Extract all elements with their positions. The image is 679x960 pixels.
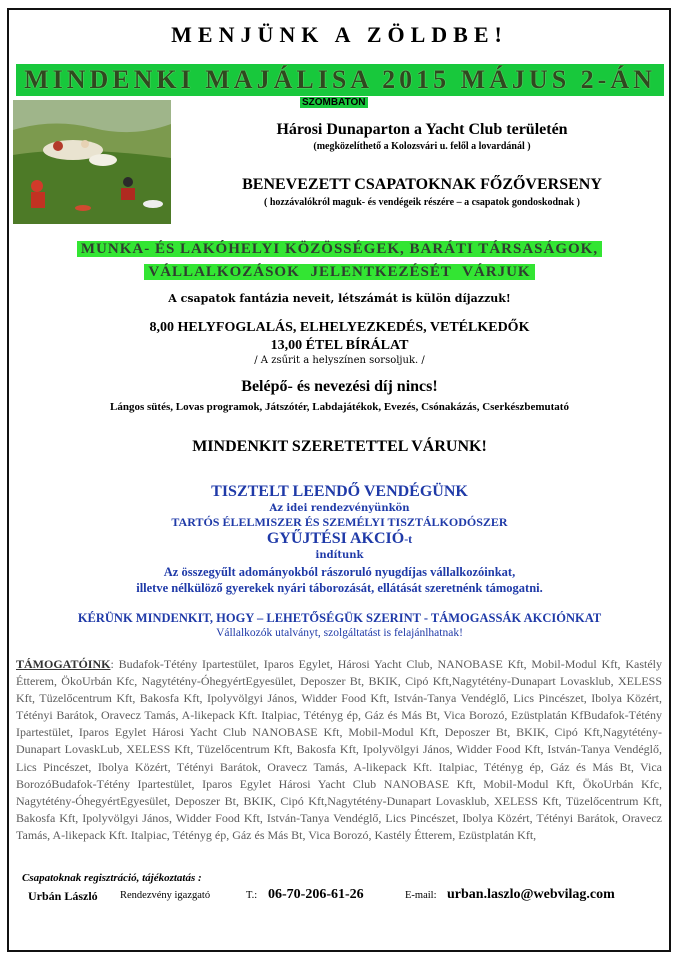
contact-role: Rendezvény igazgató <box>120 890 211 901</box>
programs: Lángos sütés, Lovas programok, Játszótér, Labdajátékok, Evezés, Csónakázás, Cserkészbemutató <box>110 401 569 413</box>
phone-number: 06-70-206-61-26 <box>268 887 364 902</box>
event-day: SZOMBATON <box>302 97 366 108</box>
schedule-2: 13,00 ÉTEL BÍRÁLAT <box>270 338 409 353</box>
venue-note: (megközelíthető a Kolozsvári u. felől a lovardánál ) <box>313 141 531 152</box>
supporters-block <box>16 656 662 844</box>
registration-label: Csapatoknak regisztráció, tájékoztatás : <box>22 872 202 884</box>
invite-line-1-wrap <box>0 238 679 258</box>
schedule-note: / A zsűrit a helyszínen sorsoljuk. / <box>254 355 425 366</box>
guest-line-6: illetve nélkülöző gyerekek nyári táborozását, ellátását szeretnénk támogatni. <box>136 581 543 595</box>
invite-line-2: VÁLLALKOZÁSOK JELENTKEZÉSÉT VÁRJUK <box>144 264 534 280</box>
guest-line-3 <box>0 530 679 548</box>
guest-heading: TISZTELT LEENDŐ VENDÉGÜNK <box>211 483 468 500</box>
invite-line-2-wrap <box>0 261 679 281</box>
supporters-label: TÁMOGATÓINK <box>16 657 111 671</box>
venue-line: Hárosi Dunaparton a Yacht Club területén <box>276 121 568 138</box>
email-label: E-mail: <box>405 890 437 901</box>
picnic-painting <box>13 100 171 224</box>
contact-name: Urbán László <box>28 889 98 903</box>
prize-note: A csapatok fantázia neveit, létszámát is külön díjazzuk! <box>168 292 511 305</box>
picnic-painting-graphic <box>13 100 171 224</box>
guest-line-4: indítunk <box>315 550 364 561</box>
invite-line-1: MUNKA- ÉS LAKÓHELYI KÖZÖSSÉGEK, BARÁTI TÁRSASÁGOK, <box>77 241 602 257</box>
guest-line-2: TARTÓS ÉLELMISZER ÉS SZEMÉLYI TISZTÁLKODÓSZER <box>171 515 508 529</box>
event-banner-text: MINDENKI MAJÁLISA 2015 MÁJUS 2-ÁN <box>24 65 656 94</box>
contest-note: ( hozzávalókról maguk- és vendégeik részére – a csapatok gondoskodnak ) <box>264 197 580 208</box>
supporters-list: : Budafok-Tétény Ipartestület, Iparos Egylet, Hárosi Yacht Club, NANOBASE Kft, Mobil-Modul Kft, Kastély Étterem, ÖkoUrbán Kfc, Nagytétény-ÓhegyértEgyesület, Deposzer Bt, BKIK, Cipó Kft,Nagytétény-Dunapart Lovasklub, XELESS Kft, Tüzelőcentrum Kft, Bakosfa Kft, Ipolyvölgyi János, Widder Food Kft, István-Tanya Vendéglő, Lics Pincészet, Ibolya Közért, Tétényi Barátok, Oravecz Tamás, A-likepack Kft. Italpiac, Tétényg ép, Gáz és Más Bt, Vica Borozó, Ezüstplatán KfBudafok-Tétény Ipartestület, Iparos Egylet Hárosi Yacht Club NANOBASE Kft, Mobil-Modul Kft, Deposzer Bt, BKIK, Cipó Kft,Nagytétény-Dunapart LovaskLub, XELESS Kft, Tüzelőcentrum Kft, Bakosfa Kft, Ipolyvölgyi János, Widder Food Kft, István-Tanya Vendéglő, Lics Pincészet, Ibolya Közért, Tétényi Barátok, Oravecz Tamás, A-likepack Kft. Italpiac, Tétényg ép, Gáz és Más Bt, Vica BorozóBudafok-Tétény Ipartestület, Iparos Egylet Hárosi Yacht Club NANOBASE Kft, Mobil-Modul Kft, ÖkoUrbán Kfc, Nagytétény-ÓhegyértEgyesület, Deposzer Bt, BKIK, Cipó Kft,Nagytétény-Dunapart Lovasklub, XELESS Kft, Tüzelőcentrum Kft, Bakosfa Kft, Ipolyvölgyi János, Widder Food Kft, István-Tanya Vendéglő, Lics Pincészet, Ibolya Közért, Tétényi Barátok, Oravecz Tamás, A-likepack Kft. Italpiac, Tétényg ép, Gáz és Más Bt, Vica Borozó, Kastély Étterem, Ezüstplatán Kft, <box>16 657 662 842</box>
event-banner <box>16 64 664 96</box>
schedule-1: 8,00 HELYFOGLALÁS, ELHELYEZKEDÉS, VETÉLKEDŐK <box>149 320 530 335</box>
guest-line-3-main: GYŰJTÉSI AKCIÓ <box>266 530 405 547</box>
email-address: urban.laszlo@webvilag.com <box>447 887 615 902</box>
request-note: Vállalkozók utalványt, szolgáltatást is felajánlhatnak! <box>216 627 463 639</box>
guest-line-5: Az összegyűlt adományokból rászoruló nyugdíjas vállalkozóinkat, <box>163 565 516 579</box>
request-line: KÉRÜNK MINDENKIT, HOGY – LEHETŐSÉGÜK SZERINT - TÁMOGASSÁK AKCIÓNKAT <box>77 611 602 625</box>
free-entry: Belépő- és nevezési díj nincs! <box>241 378 438 395</box>
phone-label: T.: <box>246 890 258 901</box>
poster-title: MENJÜNK A ZÖLDBE! <box>171 22 508 47</box>
guest-line-1: Az idei rendezvényünkön <box>269 503 410 514</box>
guest-line-3-suffix: -t <box>404 532 413 546</box>
contest-line: BENEVEZETT CSAPATOKNAK FŐZŐVERSENY <box>242 176 602 193</box>
welcome: MINDENKIT SZERETETTEL VÁRUNK! <box>192 438 487 455</box>
